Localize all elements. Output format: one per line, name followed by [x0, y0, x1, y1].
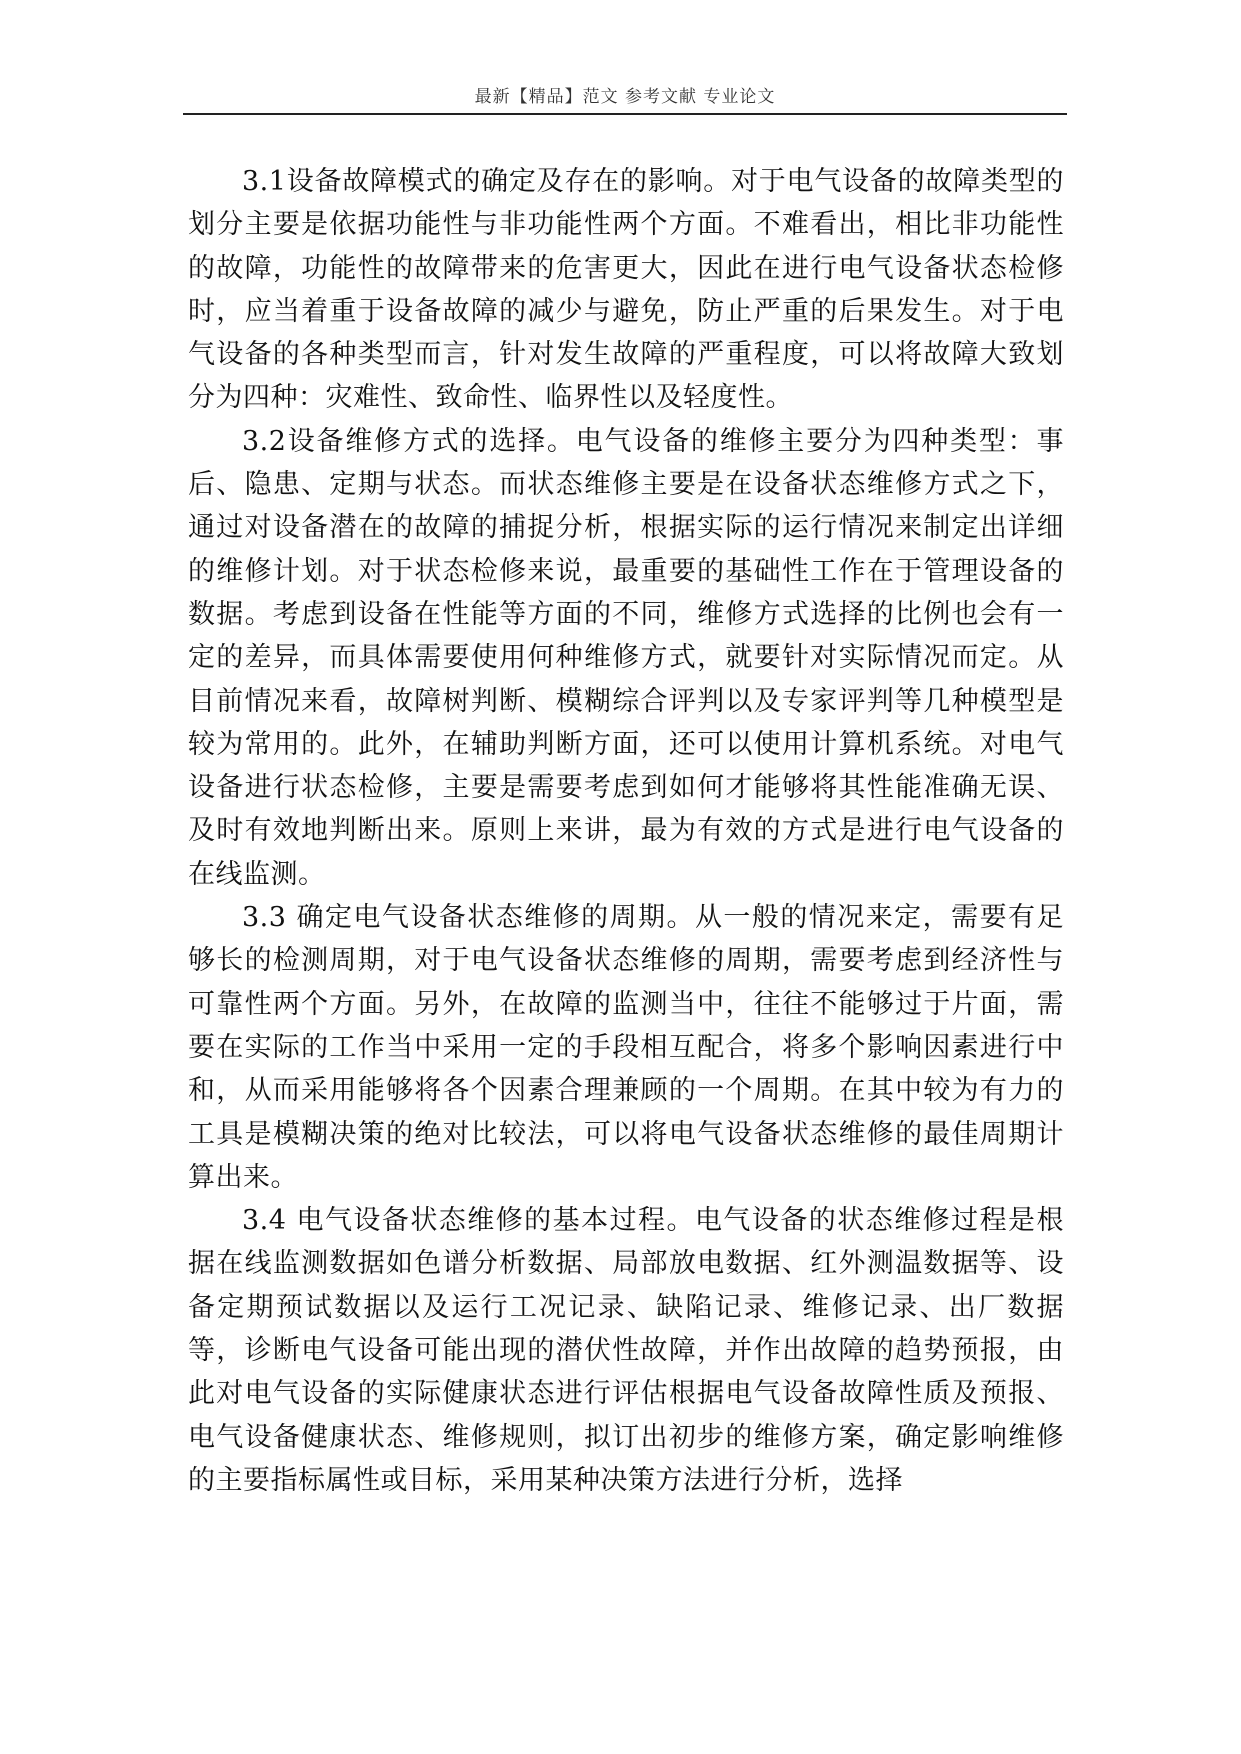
page-header: 最新【精品】范文 参考文献 专业论文: [474, 87, 776, 107]
paragraph-3-3: 3.3 确定电气设备状态维修的周期。从一般的情况来定，需要有足够长的检测周期，对于电气设备状态维修的周期，需要考虑到经济性与可靠性两个方面。另外，在故障的监测当中，往往不能够过于片面，需要在实际的工作当中采用一定的手段相互配合，将多个影响因素进行中和，从而采用能够将各个因素合理兼顾的一个周期。在其中较为有力的工具是模糊决策的绝对比较法，可以将电气设备状态维修的最佳周期计算出来。: [188, 902, 1064, 1193]
header-divider: [183, 113, 1067, 115]
document-body: [188, 160, 1064, 1502]
paragraph-3-2: 3.2设备维修方式的选择。电气设备的维修主要分为四种类型：事后、隐患、定期与状态。而状态维修主要是在设备状态维修方式之下，通过对设备潜在的故障的捕捉分析，根据实际的运行情况来制定出详细的维修计划。对于状态检修来说，最重要的基础性工作在于管理设备的数据。考虑到设备在性能等方面的不同，维修方式选择的比例也会有一定的差异，而具体需要使用何种维修方式，就要针对实际情况而定。从目前情况来看，故障树判断、模糊综合评判以及专家评判等几种模型是较为常用的。此外，在辅助判断方面，还可以使用计算机系统。对电气设备进行状态检修，主要是需要考虑到如何才能够将其性能准确无误、及时有效地判断出来。原则上来讲，最为有效的方式是进行电气设备的在线监测。: [188, 425, 1064, 890]
paragraph-3-1: 3.1设备故障模式的确定及存在的影响。对于电气设备的故障类型的划分主要是依据功能性与非功能性两个方面。不难看出，相比非功能性的故障，功能性的故障带来的危害更大，因此在进行电气设备状态检修时，应当着重于设备故障的减少与避免，防止严重的后果发生。对于电气设备的各种类型而言，针对发生故障的严重程度，可以将故障大致划分为四种：灾难性、致命性、临界性以及轻度性。: [188, 166, 1064, 414]
paragraph-3-4: 3.4 电气设备状态维修的基本过程。电气设备的状态维修过程是根据在线监测数据如色谱分析数据、局部放电数据、红外测温数据等、设备定期预试数据以及运行工况记录、缺陷记录、维修记录、出厂数据等，诊断电气设备可能出现的潜伏性故障，并作出故障的趋势预报，由此对电气设备的实际健康状态进行评估根据电气设备故障性质及预报、电气设备健康状态、维修规则，拟订出初步的维修方案，确定影响维修的主要指标属性或目标，采用某种决策方法进行分析，选择: [188, 1205, 1064, 1496]
